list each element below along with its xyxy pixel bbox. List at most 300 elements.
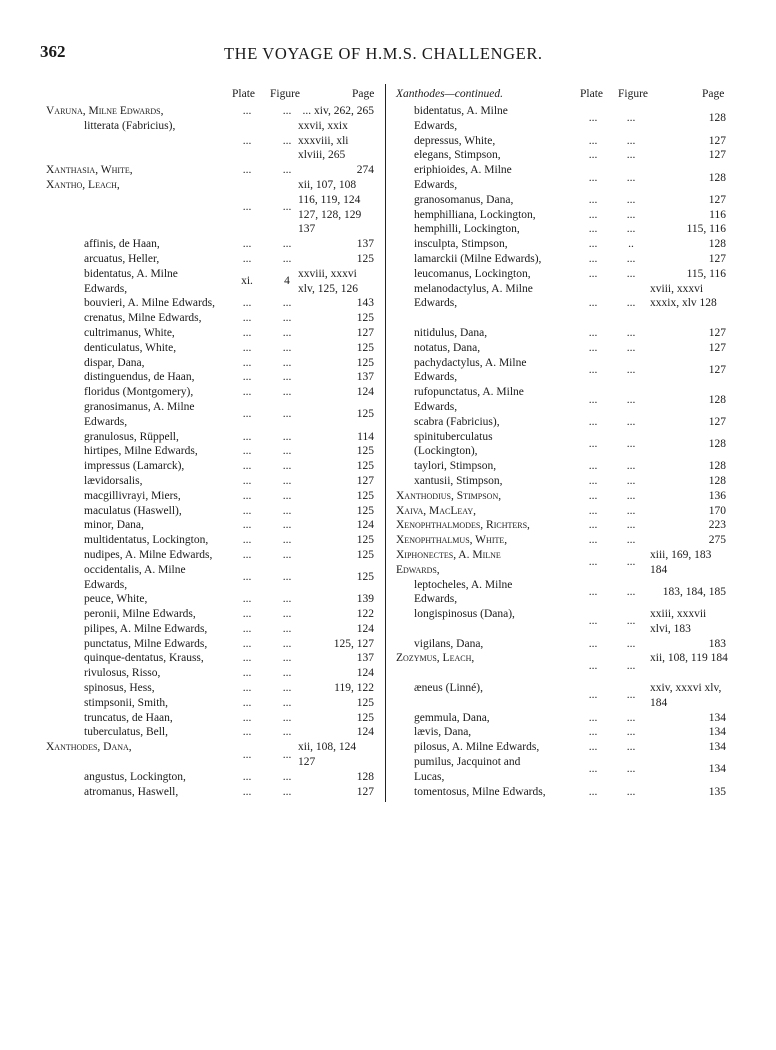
index-entry [46, 178, 378, 237]
entry-figure: ... [626, 763, 636, 776]
entry-figure: ... [626, 474, 636, 487]
entry-page: 127 [708, 363, 726, 376]
left-index-column [46, 88, 378, 799]
entry-plate: ... [242, 297, 252, 310]
entry-name: nitidulus, Dana, [414, 326, 488, 339]
entry-plate: ... [242, 571, 252, 584]
index-entry [396, 740, 726, 755]
entry-plate: ... [588, 267, 598, 280]
entry-plate: ... [588, 134, 598, 147]
entry-page: 275 [708, 534, 726, 547]
entry-page: 127 [708, 415, 726, 428]
entry-page: 139 [356, 593, 374, 606]
entry-plate: ... [242, 408, 252, 421]
entry-name: pilipes, A. Milne Edwards, [84, 622, 208, 635]
entry-figure: ... [626, 437, 636, 450]
entry-page: 183, 184, 185 [662, 585, 726, 598]
index-entry [396, 193, 726, 208]
index-entry [396, 134, 726, 149]
entry-pages: xii, 108, 119 184 [650, 652, 728, 665]
entry-figure: ... [282, 534, 292, 547]
entry-plate: ... [588, 659, 598, 672]
index-entry [396, 208, 726, 223]
entry-name: scabra (Fabricius), [414, 415, 500, 428]
entry-plate: xi. [241, 275, 253, 288]
entry-page: 124 [356, 726, 374, 739]
entry-name: occidentalis, A. Milne Edwards, [84, 563, 186, 591]
entry-page: 127 [356, 326, 374, 339]
entry-plate: ... [242, 252, 252, 265]
index-entry [396, 222, 726, 237]
entry-plate: ... [588, 519, 598, 532]
entry-name: Xanthodes, Dana, [46, 741, 132, 754]
entry-figure: ... [626, 134, 636, 147]
entry-page: 124 [356, 622, 374, 635]
index-entry [46, 711, 378, 726]
entry-figure: ... [626, 489, 636, 502]
entry-plate: ... [242, 238, 252, 251]
entry-figure: ... [282, 667, 292, 680]
entry-plate: ... [242, 489, 252, 502]
entry-figure: ... [626, 504, 636, 517]
entry-pages: xxviii, xxxvi xlv, 125, 126 [298, 267, 358, 295]
index-entry [396, 415, 726, 430]
index-entry [46, 504, 378, 519]
entry-page: 125 [356, 408, 374, 421]
right-figure-header: Figure [618, 88, 649, 100]
entry-plate: ... [242, 326, 252, 339]
entry-plate: ... [588, 393, 598, 406]
entry-plate: ... [588, 785, 598, 798]
entry-name: pumilus, Jacquinot and Lucas, [414, 756, 521, 783]
entry-name: taylori, Stimpson, [414, 460, 497, 473]
entry-name: notatus, Dana, [414, 341, 481, 354]
index-entry [46, 311, 378, 326]
index-entry [46, 785, 378, 800]
entry-name: Xantho, Leach, [46, 178, 120, 191]
index-entry [46, 356, 378, 371]
entry-name: angustus, Lockington, [84, 770, 186, 783]
entry-page: 125 [356, 534, 374, 547]
index-entry [46, 104, 378, 119]
entry-figure: ... [626, 726, 636, 739]
entry-name: affinis, de Haan, [84, 238, 160, 251]
entry-page: 128 [708, 460, 726, 473]
entry-figure: ... [282, 504, 292, 517]
entry-page: 125 [356, 548, 374, 561]
entry-plate: ... [588, 149, 598, 162]
entry-name: bidentatus, A. Milne Edwards, [414, 105, 508, 132]
index-entry [46, 296, 378, 311]
entry-page: 127 [708, 326, 726, 339]
index-entry [46, 474, 378, 489]
entry-name: rufopunctatus, A. Milne Edwards, [414, 386, 524, 413]
entry-plate: ... [242, 341, 252, 354]
entry-name: denticulatus, White, [84, 341, 177, 354]
index-entry [396, 430, 726, 460]
entry-figure: ... [282, 134, 292, 147]
entry-pages: xviii, xxxvi xxxix, xlv 128 [650, 282, 717, 310]
entry-plate: ... [588, 171, 598, 184]
entry-page: 122 [356, 608, 374, 621]
entry-figure: ... [282, 408, 292, 421]
entry-name: depressus, White, [414, 134, 496, 147]
entry-figure: ... [282, 341, 292, 354]
entry-page: 116 [709, 208, 726, 221]
entry-name: dispar, Dana, [84, 356, 145, 369]
entry-figure: ... [282, 622, 292, 635]
entry-figure: ... [626, 585, 636, 598]
entry-name: litterata (Fabricius), [84, 119, 176, 132]
index-entry [396, 237, 726, 252]
entry-figure: ... [282, 785, 292, 798]
entry-figure: ... [282, 770, 292, 783]
entry-figure: ... [282, 297, 292, 310]
index-entry [46, 651, 378, 666]
entry-page: 127 [356, 474, 374, 487]
entry-figure: 4 [284, 275, 290, 288]
entry-figure: ... [282, 593, 292, 606]
entry-name: insculpta, Stimpson, [414, 238, 508, 251]
entry-name: multidentatus, Lockington, [84, 534, 209, 547]
entry-page: 127 [708, 252, 726, 265]
entry-plate: ... [588, 689, 598, 702]
entry-name: maculatus (Haswell), [84, 504, 182, 517]
left-page-header: Page [352, 88, 375, 100]
entry-page: 125 [356, 460, 374, 473]
index-entry [46, 237, 378, 252]
entry-name: xantusii, Stimpson, [414, 474, 503, 487]
entry-figure: ... [282, 312, 292, 325]
page-title: THE VOYAGE OF H.M.S. CHALLENGER. [224, 44, 543, 63]
entry-plate: ... [588, 534, 598, 547]
entry-figure: ... [282, 726, 292, 739]
entry-figure: ... [282, 326, 292, 339]
index-entry [46, 637, 378, 652]
entry-plate: ... [588, 474, 598, 487]
entry-name: Xanthasia, White, [46, 164, 133, 177]
entry-plate: ... [242, 134, 252, 147]
entry-figure: ... [282, 252, 292, 265]
index-entry [396, 637, 726, 652]
entry-plate: ... [588, 297, 598, 310]
entry-figure: ... [626, 171, 636, 184]
entry-name: punctatus, Milne Edwards, [84, 637, 208, 650]
entry-plate: ... [588, 326, 598, 339]
entry-page: 128 [708, 238, 726, 251]
entry-page: 125, 127 [333, 637, 374, 650]
index-entry [396, 607, 726, 637]
entry-plate: ... [588, 741, 598, 754]
entry-page: 125 [356, 696, 374, 709]
entry-plate: ... [242, 608, 252, 621]
entry-name: stimpsonii, Smith, [84, 696, 169, 709]
entry-plate: ... [588, 415, 598, 428]
entry-figure: ... [282, 571, 292, 584]
entry-page: ... xiv, 262, 265 [302, 105, 374, 117]
index-entry [396, 104, 726, 134]
entry-plate: ... [588, 363, 598, 376]
entry-plate: ... [588, 556, 598, 569]
entry-name: vigilans, Dana, [414, 637, 484, 650]
index-entry [46, 267, 378, 297]
entry-name: floridus (Montgomery), [84, 386, 194, 399]
entry-plate: ... [588, 112, 598, 125]
entry-figure: ... [626, 208, 636, 221]
index-entry [46, 740, 378, 770]
entry-name: pachydactylus, A. Milne Edwards, [414, 356, 527, 384]
entry-name: Varuna, Milne Edwards, [46, 105, 164, 117]
entry-page: 137 [356, 652, 374, 665]
entry-name: spinituberculatus (Lockington), [414, 430, 493, 458]
entry-plate: ... [242, 534, 252, 547]
entry-plate: ... [242, 312, 252, 325]
entry-plate: ... [588, 489, 598, 502]
entry-name: hemphilliana, Lockington, [414, 208, 536, 221]
index-entry [46, 563, 378, 593]
index-entry [396, 326, 726, 341]
entry-page: 183 [708, 637, 726, 650]
entry-page: 124 [356, 667, 374, 680]
index-entry [46, 666, 378, 681]
entry-plate: ... [242, 682, 252, 695]
index-entry [46, 681, 378, 696]
entry-name: hirtipes, Milne Edwards, [84, 445, 198, 458]
entry-name: melanodactylus, A. Milne Edwards, [414, 282, 533, 310]
entry-plate: ... [588, 726, 598, 739]
index-entry [396, 578, 726, 608]
entry-page: 128 [708, 437, 726, 450]
entry-plate: ... [588, 711, 598, 724]
entry-page: 125 [356, 341, 374, 354]
entry-figure: ... [626, 112, 636, 125]
entry-name: impressus (Lamarck), [84, 460, 185, 473]
entry-figure: ... [282, 474, 292, 487]
index-entry [46, 607, 378, 622]
entry-plate: ... [242, 637, 252, 650]
entry-plate: ... [242, 667, 252, 680]
entry-figure: ... [626, 689, 636, 702]
entry-plate: ... [242, 770, 252, 783]
entry-page: 125 [356, 252, 374, 265]
entry-page: 128 [708, 112, 726, 125]
entry-plate: ... [588, 585, 598, 598]
entry-name: nudipes, A. Milne Edwards, [84, 548, 213, 561]
entry-name: bouvieri, A. Milne Edwards, [84, 297, 215, 310]
index-entry [396, 489, 726, 504]
entry-figure: ... [626, 615, 636, 628]
entry-page: 128 [708, 171, 726, 184]
entry-name: truncatus, de Haan, [84, 711, 173, 724]
entry-name: hemphilli, Lockington, [414, 223, 520, 236]
entry-figure: ... [626, 534, 636, 547]
entry-plate: ... [588, 763, 598, 776]
right-plate-header: Plate [580, 88, 603, 100]
index-entry [396, 785, 726, 800]
entry-name: Xiphonectes, A. Milne Edwards, [396, 548, 501, 576]
index-entry [46, 119, 378, 163]
entry-figure: ... [626, 741, 636, 754]
entry-figure: ... [626, 637, 636, 650]
entry-page: 127 [708, 193, 726, 206]
entry-plate: ... [588, 252, 598, 265]
index-entry [46, 489, 378, 504]
entry-page: 137 [356, 371, 374, 384]
entry-figure: ... [626, 659, 636, 672]
entry-name: crenatus, Milne Edwards, [84, 312, 202, 325]
entry-pages: xiii, 169, 183 184 [650, 548, 712, 576]
index-entry [46, 548, 378, 563]
entry-figure: .. [628, 238, 634, 251]
entry-name: Xenophthalmodes, Richters, [396, 519, 530, 532]
entry-figure: ... [282, 548, 292, 561]
entry-figure: ... [282, 460, 292, 473]
entry-page: 134 [708, 726, 726, 739]
entry-name: bidentatus, A. Milne Edwards, [84, 267, 178, 295]
entry-plate: ... [588, 637, 598, 650]
entry-figure: ... [282, 682, 292, 695]
page-number: 362 [40, 42, 66, 61]
entry-pages: xii, 108, 124 127 [298, 741, 357, 769]
entry-page: 134 [708, 711, 726, 724]
entry-name: rivulosus, Risso, [84, 667, 161, 680]
entry-page: 128 [356, 770, 374, 783]
entry-page: 274 [356, 164, 374, 177]
index-entry [396, 356, 726, 386]
entry-plate: ... [588, 504, 598, 517]
index-entry [396, 725, 726, 740]
index-entry [396, 533, 726, 548]
left-figure-header: Figure [270, 88, 301, 100]
index-entry [396, 504, 726, 519]
entry-plate: ... [242, 548, 252, 561]
index-entry [396, 282, 726, 326]
entry-figure: ... [626, 785, 636, 798]
entry-figure: ... [282, 105, 292, 117]
entry-figure: ... [626, 193, 636, 206]
entry-name: elegans, Stimpson, [414, 149, 501, 162]
entry-plate: ... [242, 726, 252, 739]
entry-name: tomentosus, Milne Edwards, [414, 785, 546, 798]
entry-page: 134 [708, 763, 726, 776]
entry-page: 125 [356, 312, 374, 325]
entry-name: Xaiva, MacLeay, [396, 504, 476, 517]
entry-plate: ... [588, 193, 598, 206]
entry-figure: ... [626, 149, 636, 162]
entry-page: 135 [708, 785, 726, 798]
index-entry [396, 711, 726, 726]
entry-name: minor, Dana, [84, 519, 144, 532]
index-entry [396, 651, 726, 681]
entry-figure: ... [282, 637, 292, 650]
entry-figure: ... [282, 608, 292, 621]
index-entry [46, 725, 378, 740]
entry-plate: ... [588, 460, 598, 473]
entry-plate: ... [242, 386, 252, 399]
entry-page: 124 [356, 519, 374, 532]
entry-figure: ... [282, 519, 292, 532]
entry-pages: xxiii, xxxvii xlvi, 183 [650, 608, 707, 635]
entry-figure: ... [282, 748, 292, 761]
right-column-title: Xanthodes—continued. [396, 88, 503, 100]
entry-plate: ... [242, 652, 252, 665]
index-entry [396, 148, 726, 163]
entry-page: 134 [708, 741, 726, 754]
entry-figure: ... [626, 326, 636, 339]
entry-figure: ... [282, 201, 292, 214]
entry-figure: ... [282, 696, 292, 709]
entry-name: lævidorsalis, [84, 474, 143, 487]
entry-page: 125 [356, 356, 374, 369]
index-entry [396, 459, 726, 474]
index-entry [46, 400, 378, 430]
entry-plate: ... [242, 460, 252, 473]
entry-figure: ... [282, 445, 292, 458]
entry-plate: ... [242, 430, 252, 443]
entry-name: granulosus, Rüppell, [84, 430, 179, 443]
entry-plate: ... [242, 445, 252, 458]
left-plate-header: Plate [232, 88, 255, 100]
entry-name: leptocheles, A. Milne Edwards, [414, 578, 513, 606]
entry-page: 125 [356, 504, 374, 517]
entry-plate: ... [242, 356, 252, 369]
entry-page: 119, 122 [334, 682, 374, 695]
entry-name: Zozymus, Leach, [396, 652, 475, 665]
entry-plate: ... [242, 711, 252, 724]
entry-name: Xenophthalmus, White, [396, 534, 508, 547]
entry-page: 143 [356, 297, 374, 310]
entry-plate: ... [242, 105, 252, 117]
entry-plate: ... [242, 622, 252, 635]
index-entry [46, 444, 378, 459]
entry-name: atromanus, Haswell, [84, 785, 179, 798]
entry-pages: xxvii, xxix xxxviii, xli xlviii, 265 [298, 119, 349, 162]
index-entry [46, 770, 378, 785]
entry-name: Xanthodius, Stimpson, [396, 489, 502, 502]
entry-page: 125 [356, 489, 374, 502]
entry-plate: ... [242, 593, 252, 606]
entry-figure: ... [626, 363, 636, 376]
entry-figure: ... [626, 252, 636, 265]
entry-figure: ... [626, 341, 636, 354]
entry-name: longispinosus (Dana), [414, 608, 515, 621]
entry-figure: ... [626, 519, 636, 532]
entry-page: 125 [356, 711, 374, 724]
index-entry [396, 267, 726, 282]
entry-plate: ... [242, 164, 252, 177]
entry-name: æneus (Linné), [414, 682, 483, 695]
entry-page: 115, 116 [686, 267, 726, 280]
entry-plate: ... [588, 223, 598, 236]
index-entry [396, 252, 726, 267]
entry-page: 136 [708, 489, 726, 502]
entry-page: 127 [708, 134, 726, 147]
entry-figure: ... [282, 356, 292, 369]
entry-plate: ... [242, 371, 252, 384]
index-entry [396, 548, 726, 578]
entry-page: 137 [356, 238, 374, 251]
entry-figure: ... [282, 711, 292, 724]
index-entry [46, 622, 378, 637]
index-entry [396, 518, 726, 533]
index-entry [396, 341, 726, 356]
entry-page: 125 [356, 445, 374, 458]
entry-figure: ... [282, 386, 292, 399]
entry-page: 115, 116 [686, 223, 726, 236]
right-index-column [396, 88, 726, 799]
entry-figure: ... [282, 164, 292, 177]
index-entry [46, 533, 378, 548]
